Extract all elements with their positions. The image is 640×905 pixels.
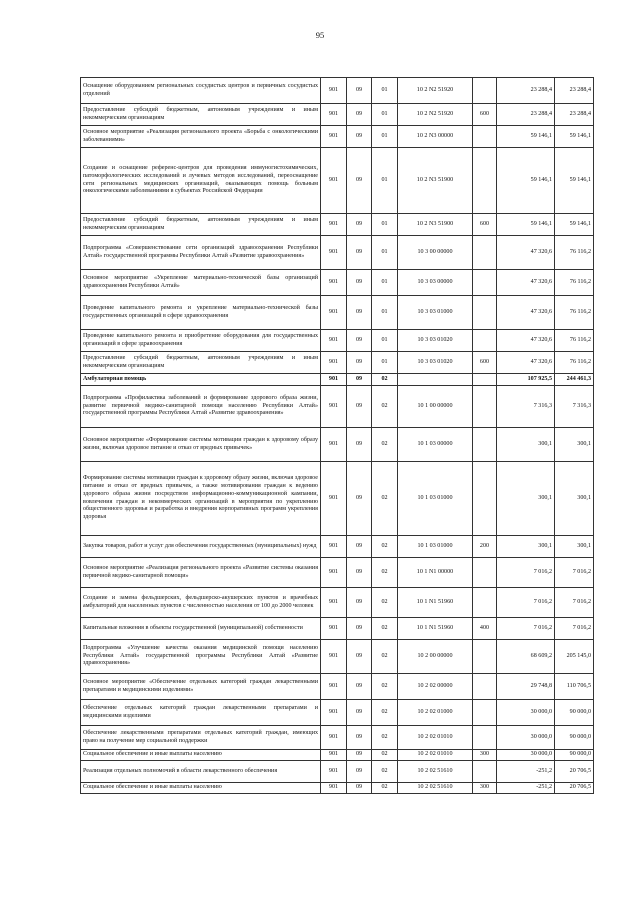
- row-amount-year2-cell: 76 116,2: [555, 352, 594, 374]
- row-amount-year1-cell: 59 146,1: [497, 126, 555, 148]
- row-amount-year1-cell: 300,1: [497, 462, 555, 536]
- row-subsection-cell: 01: [372, 236, 398, 270]
- row-section-cell: 09: [347, 148, 372, 214]
- row-code-cell: 901: [321, 352, 347, 374]
- row-amount-year1-cell: 30 000,0: [497, 700, 555, 726]
- row-name-cell: Подпрограмма «Совершенствование сети организаций здравоохранения Республики Алтай» государственной программы Республики Алтай «Развитие здравоохранения»: [81, 236, 321, 270]
- row-name-cell: Закупка товаров, работ и услуг для обеспечения государственных (муниципальных) нужд: [81, 536, 321, 558]
- row-article-cell: [398, 374, 473, 386]
- row-amount-year1-cell: 47 320,6: [497, 296, 555, 330]
- row-code-cell: 901: [321, 700, 347, 726]
- row-amount-year1-cell: 30 000,0: [497, 750, 555, 761]
- row-amount-year2-cell: 76 116,2: [555, 236, 594, 270]
- row-code-cell: 901: [321, 640, 347, 674]
- row-section-cell: 09: [347, 78, 372, 104]
- row-amount-year1-cell: 107 925,5: [497, 374, 555, 386]
- table-row: [81, 618, 594, 640]
- row-section-cell: 09: [347, 330, 372, 352]
- row-amount-year1-cell: 47 320,6: [497, 330, 555, 352]
- row-section-cell: 09: [347, 236, 372, 270]
- row-subsection-cell: 02: [372, 374, 398, 386]
- row-expense-type-cell: 400: [473, 618, 497, 640]
- row-subsection-cell: 01: [372, 126, 398, 148]
- row-name-cell: Реализация отдельных полномочий в области лекарственного обеспечения: [81, 761, 321, 783]
- row-name-cell: Предоставление субсидий бюджетным, автономным учреждениям и иным некоммерческим организациям: [81, 214, 321, 236]
- row-name-cell: Предоставление субсидий бюджетным, автономным учреждениям и иным некоммерческим организациям: [81, 104, 321, 126]
- row-code-cell: 901: [321, 148, 347, 214]
- row-article-cell: 10 3 03 00000: [398, 270, 473, 296]
- row-amount-year2-cell: 110 706,5: [555, 674, 594, 700]
- row-section-cell: 09: [347, 126, 372, 148]
- row-subsection-cell: 02: [372, 386, 398, 428]
- row-article-cell: 10 1 N1 00000: [398, 558, 473, 588]
- table-row: [81, 78, 594, 104]
- row-subsection-cell: 01: [372, 352, 398, 374]
- row-article-cell: 10 3 00 00000: [398, 236, 473, 270]
- row-amount-year2-cell: 90 000,0: [555, 750, 594, 761]
- row-subsection-cell: 02: [372, 726, 398, 750]
- table-row: [81, 674, 594, 700]
- row-amount-year2-cell: 300,1: [555, 536, 594, 558]
- row-subsection-cell: 02: [372, 783, 398, 794]
- row-article-cell: 10 2 02 00000: [398, 674, 473, 700]
- row-code-cell: 901: [321, 588, 347, 618]
- row-section-cell: 09: [347, 558, 372, 588]
- row-article-cell: 10 2 N3 00000: [398, 126, 473, 148]
- row-amount-year2-cell: 20 706,5: [555, 783, 594, 794]
- row-expense-type-cell: [473, 640, 497, 674]
- row-code-cell: 901: [321, 296, 347, 330]
- row-name-cell: Подпрограмма «Улучшение качества оказания медицинской помощи населению Республики Алтай» государственной программы Республики Алтай «Развитие здравоохранения»: [81, 640, 321, 674]
- row-amount-year2-cell: 90 000,0: [555, 726, 594, 750]
- row-code-cell: 901: [321, 270, 347, 296]
- row-name-cell: Обеспечение лекарственными препаратами отдельных категорий граждан, имеющих право на получение мер социальной поддержки: [81, 726, 321, 750]
- row-article-cell: 10 1 00 00000: [398, 386, 473, 428]
- row-code-cell: 901: [321, 104, 347, 126]
- row-name-cell: Основное мероприятие «Реализация регионального проекта «Развитие системы оказания первичной медико-санитарной помощи»: [81, 558, 321, 588]
- row-amount-year1-cell: 300,1: [497, 536, 555, 558]
- row-amount-year1-cell: 23 288,4: [497, 104, 555, 126]
- table-row: [81, 214, 594, 236]
- row-amount-year1-cell: 29 748,8: [497, 674, 555, 700]
- row-section-cell: 09: [347, 462, 372, 536]
- row-section-cell: 09: [347, 761, 372, 783]
- row-amount-year1-cell: 23 288,4: [497, 78, 555, 104]
- table-row: [81, 374, 594, 386]
- row-amount-year1-cell: 47 320,6: [497, 352, 555, 374]
- row-subsection-cell: 01: [372, 148, 398, 214]
- row-article-cell: 10 2 N3 51900: [398, 148, 473, 214]
- row-amount-year1-cell: 30 000,0: [497, 726, 555, 750]
- row-code-cell: 901: [321, 536, 347, 558]
- table-row: [81, 296, 594, 330]
- row-expense-type-cell: 300: [473, 783, 497, 794]
- table-row: [81, 640, 594, 674]
- row-amount-year2-cell: 76 116,2: [555, 296, 594, 330]
- row-name-cell: Основное мероприятие «Формирование системы мотивации граждан к здоровому образу жизни, включая здоровое питание и отказ от вредных привычек»: [81, 428, 321, 462]
- row-subsection-cell: 02: [372, 536, 398, 558]
- row-amount-year1-cell: 59 146,1: [497, 214, 555, 236]
- row-amount-year2-cell: 23 288,4: [555, 78, 594, 104]
- row-subsection-cell: 01: [372, 104, 398, 126]
- row-code-cell: 901: [321, 761, 347, 783]
- row-article-cell: 10 2 02 51610: [398, 761, 473, 783]
- row-expense-type-cell: [473, 700, 497, 726]
- row-expense-type-cell: [473, 236, 497, 270]
- row-section-cell: 09: [347, 618, 372, 640]
- row-article-cell: 10 1 03 01000: [398, 462, 473, 536]
- row-section-cell: 09: [347, 674, 372, 700]
- row-amount-year1-cell: -251,2: [497, 761, 555, 783]
- row-name-cell: Проведение капитального ремонта и приобретение оборудования для государственных организаций в сфере здравоохранения: [81, 330, 321, 352]
- row-amount-year2-cell: 7 016,2: [555, 618, 594, 640]
- row-article-cell: 10 2 N2 51920: [398, 104, 473, 126]
- row-amount-year1-cell: 59 146,1: [497, 148, 555, 214]
- row-section-cell: 09: [347, 726, 372, 750]
- row-article-cell: 10 1 03 00000: [398, 428, 473, 462]
- row-article-cell: 10 2 02 01000: [398, 700, 473, 726]
- row-code-cell: 901: [321, 126, 347, 148]
- row-amount-year2-cell: 76 116,2: [555, 330, 594, 352]
- row-expense-type-cell: [473, 148, 497, 214]
- table-row: [81, 588, 594, 618]
- row-subsection-cell: 01: [372, 78, 398, 104]
- row-article-cell: 10 1 N1 51960: [398, 618, 473, 640]
- table-row: [81, 783, 594, 794]
- row-name-cell: Оснащение оборудованием региональных сосудистых центров и первичных сосудистых отделений: [81, 78, 321, 104]
- row-expense-type-cell: [473, 296, 497, 330]
- row-subsection-cell: 02: [372, 674, 398, 700]
- row-subsection-cell: 01: [372, 330, 398, 352]
- row-amount-year2-cell: 300,1: [555, 462, 594, 536]
- row-amount-year2-cell: 76 116,2: [555, 270, 594, 296]
- row-code-cell: 901: [321, 726, 347, 750]
- row-section-cell: 09: [347, 783, 372, 794]
- row-section-cell: 09: [347, 296, 372, 330]
- row-amount-year1-cell: 300,1: [497, 428, 555, 462]
- table-row: [81, 126, 594, 148]
- row-section-cell: 09: [347, 428, 372, 462]
- row-section-cell: 09: [347, 352, 372, 374]
- row-expense-type-cell: [473, 558, 497, 588]
- row-name-cell: Амбулаторная помощь: [81, 374, 321, 386]
- page-number: 95: [315, 30, 325, 40]
- row-section-cell: 09: [347, 270, 372, 296]
- row-expense-type-cell: [473, 761, 497, 783]
- row-article-cell: 10 3 03 01020: [398, 330, 473, 352]
- row-section-cell: 09: [347, 640, 372, 674]
- row-subsection-cell: 02: [372, 558, 398, 588]
- row-amount-year2-cell: 23 288,4: [555, 104, 594, 126]
- row-code-cell: 901: [321, 374, 347, 386]
- row-subsection-cell: 02: [372, 700, 398, 726]
- row-section-cell: 09: [347, 588, 372, 618]
- row-code-cell: 901: [321, 428, 347, 462]
- table-row: [81, 761, 594, 783]
- row-expense-type-cell: [473, 126, 497, 148]
- row-section-cell: 09: [347, 104, 372, 126]
- row-name-cell: Капитальные вложения в объекты государственной (муниципальной) собственности: [81, 618, 321, 640]
- row-amount-year2-cell: 244 461,3: [555, 374, 594, 386]
- row-amount-year1-cell: 7 016,2: [497, 618, 555, 640]
- row-expense-type-cell: 200: [473, 536, 497, 558]
- row-code-cell: 901: [321, 78, 347, 104]
- row-amount-year1-cell: 7 016,2: [497, 588, 555, 618]
- row-expense-type-cell: [473, 674, 497, 700]
- row-article-cell: 10 2 02 01010: [398, 750, 473, 761]
- row-code-cell: 901: [321, 783, 347, 794]
- row-name-cell: Формирование системы мотивации граждан к здоровому образу жизни, включая здоровое питание и отказ от вредных привычек, а также мотивирования граждан к ведению здорового образа жизни посредством информационно-коммуникационной кампании, вовлечения граждан и некоммерческих организаций в мероприятия по укреплению общественного здоровья и разработка и внедрения корпоративных программ укрепления здоровья: [81, 462, 321, 536]
- row-expense-type-cell: [473, 330, 497, 352]
- budget-table: [80, 77, 594, 794]
- row-code-cell: 901: [321, 214, 347, 236]
- row-name-cell: Проведение капитального ремонта и укрепление материально-технической базы государственных организаций в сфере здравоохранения: [81, 296, 321, 330]
- row-article-cell: 10 1 03 01000: [398, 536, 473, 558]
- row-amount-year2-cell: 7 016,2: [555, 558, 594, 588]
- row-article-cell: 10 2 N3 51900: [398, 214, 473, 236]
- row-expense-type-cell: [473, 78, 497, 104]
- row-code-cell: 901: [321, 618, 347, 640]
- table-row: [81, 104, 594, 126]
- row-subsection-cell: 01: [372, 296, 398, 330]
- row-subsection-cell: 02: [372, 750, 398, 761]
- row-name-cell: Социальное обеспечение и иные выплаты населению: [81, 783, 321, 794]
- table-row: [81, 148, 594, 214]
- table-row: [81, 352, 594, 374]
- row-amount-year2-cell: 7 016,2: [555, 588, 594, 618]
- row-amount-year2-cell: 20 706,5: [555, 761, 594, 783]
- row-subsection-cell: 02: [372, 588, 398, 618]
- row-article-cell: 10 3 03 01000: [398, 296, 473, 330]
- row-subsection-cell: 01: [372, 270, 398, 296]
- row-section-cell: 09: [347, 214, 372, 236]
- row-amount-year1-cell: 47 320,6: [497, 236, 555, 270]
- row-subsection-cell: 01: [372, 214, 398, 236]
- table-row: [81, 462, 594, 536]
- row-article-cell: 10 2 N2 51920: [398, 78, 473, 104]
- row-expense-type-cell: [473, 386, 497, 428]
- row-name-cell: Предоставление субсидий бюджетным, автономным учреждениям и иным некоммерческим организациям: [81, 352, 321, 374]
- row-name-cell: Основное мероприятие «Укрепление материально-технической базы организаций здравоохранения Республики Алтай»: [81, 270, 321, 296]
- row-amount-year2-cell: 300,1: [555, 428, 594, 462]
- row-name-cell: Социальное обеспечение и иные выплаты населению: [81, 750, 321, 761]
- row-expense-type-cell: 600: [473, 352, 497, 374]
- row-code-cell: 901: [321, 558, 347, 588]
- table-row: [81, 750, 594, 761]
- table-row: [81, 700, 594, 726]
- table-row: [81, 536, 594, 558]
- row-amount-year1-cell: -251,2: [497, 783, 555, 794]
- row-subsection-cell: 02: [372, 428, 398, 462]
- row-subsection-cell: 02: [372, 618, 398, 640]
- row-section-cell: 09: [347, 536, 372, 558]
- row-amount-year2-cell: 59 146,1: [555, 214, 594, 236]
- table-row: [81, 236, 594, 270]
- row-expense-type-cell: 600: [473, 104, 497, 126]
- row-name-cell: Основное мероприятие «Обеспечение отдельных категорий граждан лекарственными препаратами и медицинскими изделиями»: [81, 674, 321, 700]
- row-name-cell: Подпрограмма «Профилактика заболеваний и формирование здорового образа жизни, развитие первичной медико-санитарной помощи населению Республики Алтай» государственной программы Республики Алтай «Развитие здравоохранения»: [81, 386, 321, 428]
- budget-table-body: [81, 78, 594, 794]
- row-expense-type-cell: [473, 726, 497, 750]
- row-expense-type-cell: [473, 374, 497, 386]
- table-row: [81, 558, 594, 588]
- row-article-cell: 10 2 02 01010: [398, 726, 473, 750]
- row-article-cell: 10 1 N1 51960: [398, 588, 473, 618]
- row-subsection-cell: 02: [372, 462, 398, 536]
- row-code-cell: 901: [321, 462, 347, 536]
- table-row: [81, 386, 594, 428]
- row-section-cell: 09: [347, 750, 372, 761]
- row-article-cell: 10 2 00 00000: [398, 640, 473, 674]
- table-row: [81, 726, 594, 750]
- row-code-cell: 901: [321, 236, 347, 270]
- row-amount-year2-cell: 59 146,1: [555, 148, 594, 214]
- row-expense-type-cell: [473, 462, 497, 536]
- row-subsection-cell: 02: [372, 761, 398, 783]
- row-section-cell: 09: [347, 374, 372, 386]
- row-amount-year1-cell: 7 016,2: [497, 558, 555, 588]
- row-expense-type-cell: 300: [473, 750, 497, 761]
- row-amount-year2-cell: 59 146,1: [555, 126, 594, 148]
- table-row: [81, 428, 594, 462]
- row-amount-year2-cell: 205 145,0: [555, 640, 594, 674]
- row-amount-year1-cell: 68 609,2: [497, 640, 555, 674]
- row-amount-year1-cell: 7 316,3: [497, 386, 555, 428]
- row-amount-year1-cell: 47 320,6: [497, 270, 555, 296]
- row-code-cell: 901: [321, 750, 347, 761]
- row-code-cell: 901: [321, 386, 347, 428]
- row-amount-year2-cell: 90 000,0: [555, 700, 594, 726]
- row-expense-type-cell: 600: [473, 214, 497, 236]
- row-code-cell: 901: [321, 330, 347, 352]
- row-name-cell: Создание и оснащение референс-центров для проведения иммуногистохимических, патоморфологических исследований и лучевых методов исследований, переоснащение сети региональных медицинских организаций, оказывающих помощь больным онкологическими заболеваниями в субъектах Российской Федерации: [81, 148, 321, 214]
- row-name-cell: Основное мероприятие «Реализация регионального проекта «Борьба с онкологическими заболеваниями»: [81, 126, 321, 148]
- row-expense-type-cell: [473, 270, 497, 296]
- row-article-cell: 10 3 03 01020: [398, 352, 473, 374]
- row-expense-type-cell: [473, 428, 497, 462]
- row-section-cell: 09: [347, 700, 372, 726]
- row-section-cell: 09: [347, 386, 372, 428]
- row-amount-year2-cell: 7 316,3: [555, 386, 594, 428]
- row-name-cell: Обеспечение отдельных категорий граждан лекарственными препаратами и медицинскими изделиями: [81, 700, 321, 726]
- row-subsection-cell: 02: [372, 640, 398, 674]
- row-expense-type-cell: [473, 588, 497, 618]
- row-name-cell: Создание и замена фельдшерских, фельдшерско-акушерских пунктов и врачебных амбулаторий для населенных пунктов с численностью населения от 100 до 2000 человек: [81, 588, 321, 618]
- table-row: [81, 330, 594, 352]
- row-code-cell: 901: [321, 674, 347, 700]
- row-article-cell: 10 2 02 51610: [398, 783, 473, 794]
- table-row: [81, 270, 594, 296]
